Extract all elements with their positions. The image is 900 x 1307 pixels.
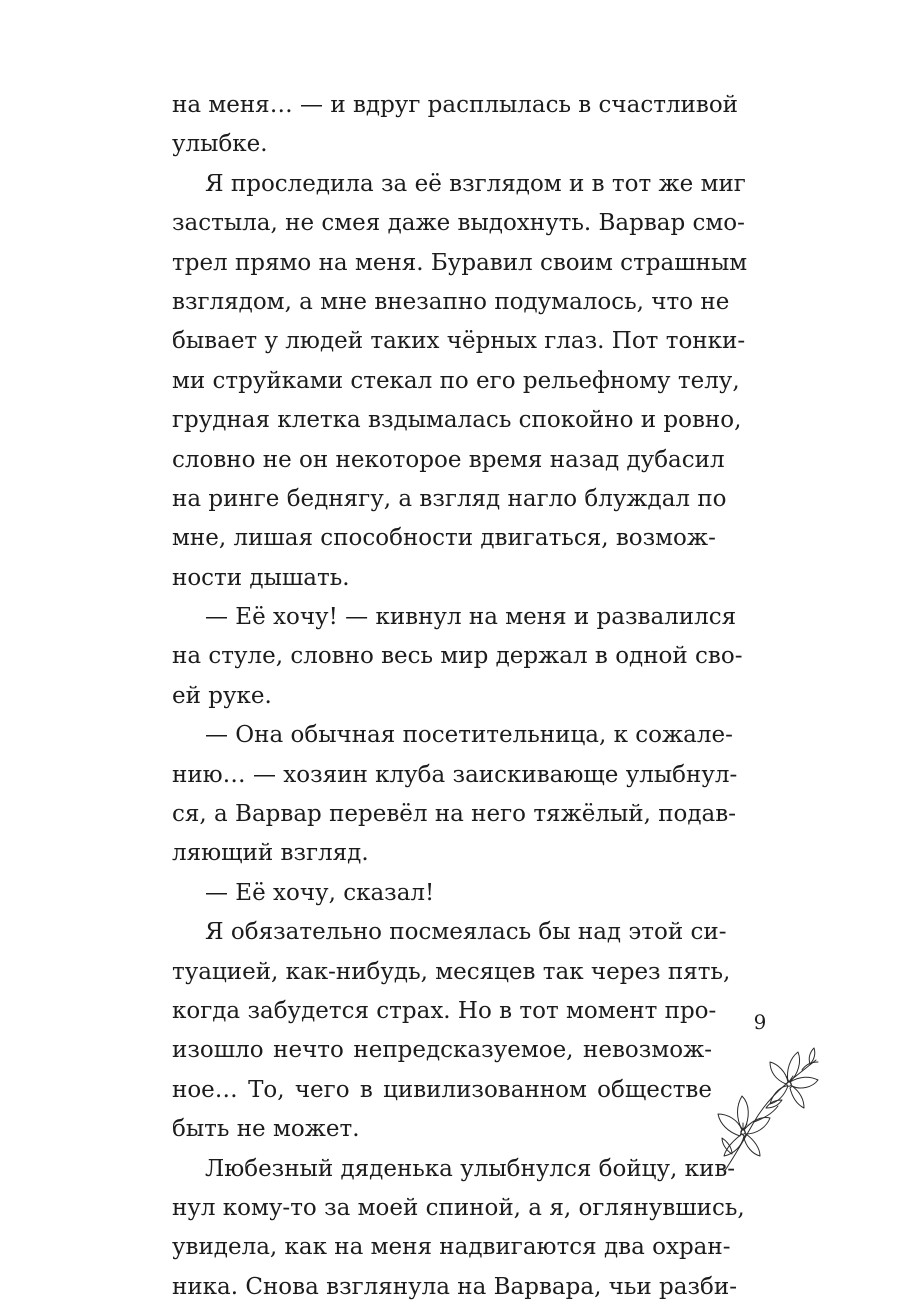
text-line: — Она обычная посетительница, к сожале-	[205, 722, 733, 749]
text-line: ное… То, чего в цивилизованном обществе	[172, 1076, 712, 1103]
text-line: словно не он некоторое время назад дубасил	[172, 446, 725, 473]
text-line: туацией, как-нибудь, месяцев так через пять,	[172, 958, 731, 985]
text-line: Любезный дяденька улыбнулся бойцу, кив-	[205, 1155, 736, 1182]
text-line: нию… — хозяин клуба заискивающе улыбнул-	[172, 761, 738, 788]
text-line: когда забудется страх. Но в тот момент про-	[172, 997, 717, 1024]
text-line: мне, лишая способности двигаться, возмож-	[172, 525, 716, 552]
text-line: Я обязательно посмеялась бы над этой си-	[205, 919, 727, 946]
text-line: на стуле, словно весь мир держал в одной сво-	[172, 643, 743, 670]
page-number: 9	[753, 1010, 767, 1034]
text-line: — Её хочу, сказал!	[205, 879, 435, 906]
text-line: нул кому-то за моей спиной, а я, оглянувшись,	[172, 1194, 745, 1221]
text-line: ся, а Варвар перевёл на него тяжёлый, подав-	[172, 801, 736, 828]
text-line: застыла, не смея даже выдохнуть. Варвар смо-	[172, 210, 745, 237]
text-line: изошло нечто непредсказуемое, невозмож-	[172, 1037, 712, 1064]
text-line: грудная клетка вздымалась спокойно и ровно,	[172, 407, 742, 434]
text-line: ляющий взгляд.	[172, 840, 369, 867]
text-line: на ринге беднягу, а взгляд нагло блуждал по	[172, 485, 727, 512]
text-line: улыбке.	[172, 131, 268, 158]
text-line: трел прямо на меня. Буравил своим страшным	[172, 249, 748, 276]
flower-ornament-icon	[706, 1044, 824, 1174]
text-line: ей руке.	[172, 682, 272, 709]
text-line: бывает у людей таких чёрных глаз. Пот тонки-	[172, 328, 746, 355]
text-line: ника. Снова взглянула на Варвара, чьи разби-	[172, 1273, 737, 1300]
text-line: увидела, как на меня надвигаются два охран-	[172, 1234, 731, 1261]
text-line: на меня… — и вдруг расплылась в счастливой	[172, 92, 739, 118]
text-line: быть не может.	[172, 1116, 360, 1143]
body-text	[172, 86, 748, 1307]
text-line: — Её хочу! — кивнул на меня и развалился	[205, 604, 737, 631]
text-line: ности дышать.	[172, 564, 350, 591]
text-line: ми струйками стекал по его рельефному телу,	[172, 367, 740, 394]
text-line: взглядом, а мне внезапно подумалось, что не	[172, 288, 730, 315]
text-line: Я проследила за её взглядом и в тот же миг	[205, 170, 746, 197]
